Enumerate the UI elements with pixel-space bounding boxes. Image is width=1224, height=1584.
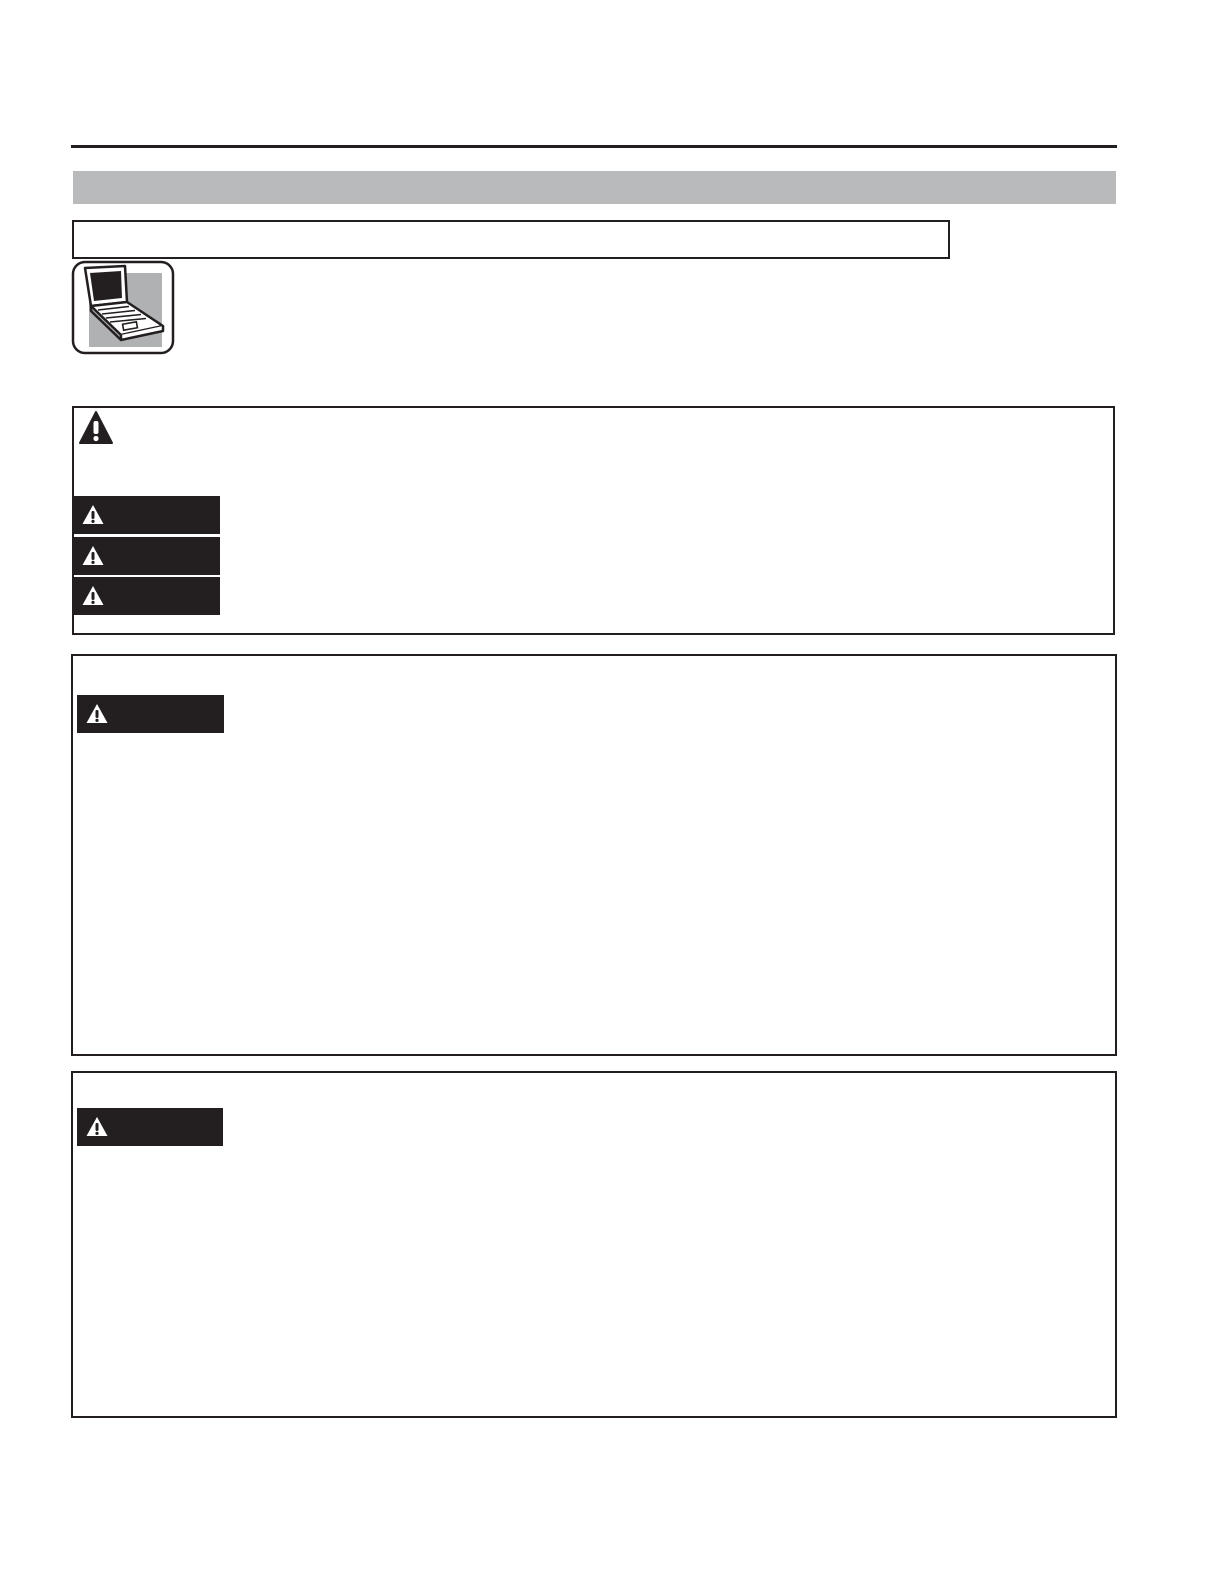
alert-triangle-icon [81,503,105,527]
safety-alert-triangle-icon [78,410,114,446]
safety-information-box [72,406,1115,635]
subsection-title-bar [72,220,950,259]
alert-triangle-icon [85,702,109,726]
laptop-icon [71,260,175,355]
alert-triangle-icon [85,1115,109,1139]
header-rule [71,145,1117,148]
section-title-band [73,171,1116,204]
signal-word-label [73,496,220,534]
signal-word-label [77,695,224,733]
warning-box [71,1071,1117,1418]
alert-triangle-icon [81,544,105,568]
warning-box [71,654,1117,1056]
signal-word-label [77,1108,223,1146]
alert-triangle-icon [81,584,105,608]
signal-word-label [73,537,220,575]
signal-word-label [73,577,220,615]
